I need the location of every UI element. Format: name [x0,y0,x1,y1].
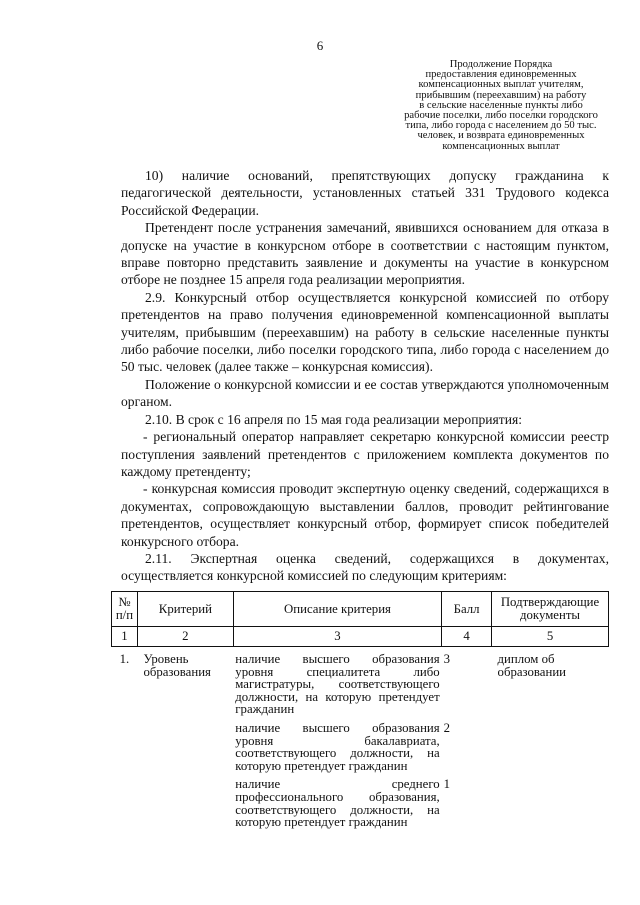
table-header-row [112,592,609,627]
paragraph: 10) наличие оснований, препятствующих допуску гражданина к педагогической деятельности, установленных статьей 331 Трудового кодекса Российской Федерации. [121,168,609,218]
criterion-name: Уровень образования [143,652,211,679]
paragraph: Претендент после устранения замечаний, явившихся основанием для отказа в допуске на участие в конкурсном отборе в соответствии с настоящим пунктом, вправе повторно представить заявление и документы на участие в конкурсном отборе не позднее 15 апреля года реализации мероприятия. [121,220,609,288]
column-number: 5 [492,627,609,647]
header-line: Продолжение Порядка [449,59,553,70]
table-row [112,647,609,829]
list-item: - региональный оператор направляет секретарю конкурсной комиссии реестр поступления заявлений претендентов с приложением комплекта документов по каждому претенденту; [121,429,609,479]
score-value: 1 [443,777,451,791]
column-number-row [112,627,609,647]
header-line: человек, и возврата единовременных [417,130,585,142]
score-value: 2 [443,721,451,735]
header-line: предоставления единовременных [425,69,577,81]
column-header: Подтверждающие документы [492,592,609,627]
criterion-descriptions [233,647,441,829]
paragraph: 2.9. Конкурсный отбор осуществляется конкурсной комиссией по отбору претендентов на право получения единовременной компенсационной выплаты учителям, прибывшим (переехавшим) на работу в сельские населенные пункты либо рабочие поселки, либо поселки городского типа, либо города с населением до 50 тыс. человек (далее также – конкурсная комиссия). [121,289,609,375]
body-text [121,167,609,585]
header-line: рабочие поселки, либо поселки городского [404,110,598,122]
column-header: Балл [442,592,492,627]
criterion-description: наличие высшего образования уровня бакалавриата, соответствующего должности, на которую претендует гражданин [235,720,440,773]
supporting-document: диплом об образовании [497,652,567,679]
criterion-description: наличие высшего образования уровня специалитета либо магистратуры, соответствующего должности, на которую претендует гражданин [235,652,440,717]
column-number: 4 [442,627,492,647]
criterion-scores [442,647,492,829]
criterion-description: наличие среднего профессионального образования, соответствующего должности, на которую претендует гражданин [235,777,440,830]
header-line: компенсационных выплат учителям, [418,79,584,91]
column-number: 2 [137,627,233,647]
score-value: 3 [443,652,451,666]
document-header-note [385,60,617,152]
row-number: 1. [119,652,130,666]
header-line: компенсационных выплат [442,140,560,152]
criteria-table [111,591,609,829]
column-number: 3 [233,627,441,647]
column-header: Описание критерия [233,592,441,627]
column-number: 1 [112,627,138,647]
header-line: типа, либо города с населением до 50 тыс. [405,120,597,132]
paragraph: 2.10. В срок с 16 апреля по 15 мая года реализации мероприятия: [145,411,523,427]
paragraph: Положение о конкурсной комиссии и ее состав утверждаются уполномоченным органом. [121,376,609,410]
list-item: - конкурсная комиссия проводит экспертную оценку сведений, содержащихся в документах, сопровождающую выставлении баллов, проводит рейтингование претендентов, осуществляет конкурсный отбор, формирует список победителей конкурсного отбора. [121,481,609,549]
column-header: № п/п [112,592,138,627]
paragraph: 2.11. Экспертная оценка сведений, содержащихся в документах, осуществляется конкурсной комиссией по следующим критериям: [121,550,609,584]
header-line: прибывшим (переехавшим) на работу [415,89,587,101]
header-line: в сельские населенные пункты либо [419,99,583,111]
column-header: Критерий [137,592,233,627]
page-number: 6 [316,38,324,53]
